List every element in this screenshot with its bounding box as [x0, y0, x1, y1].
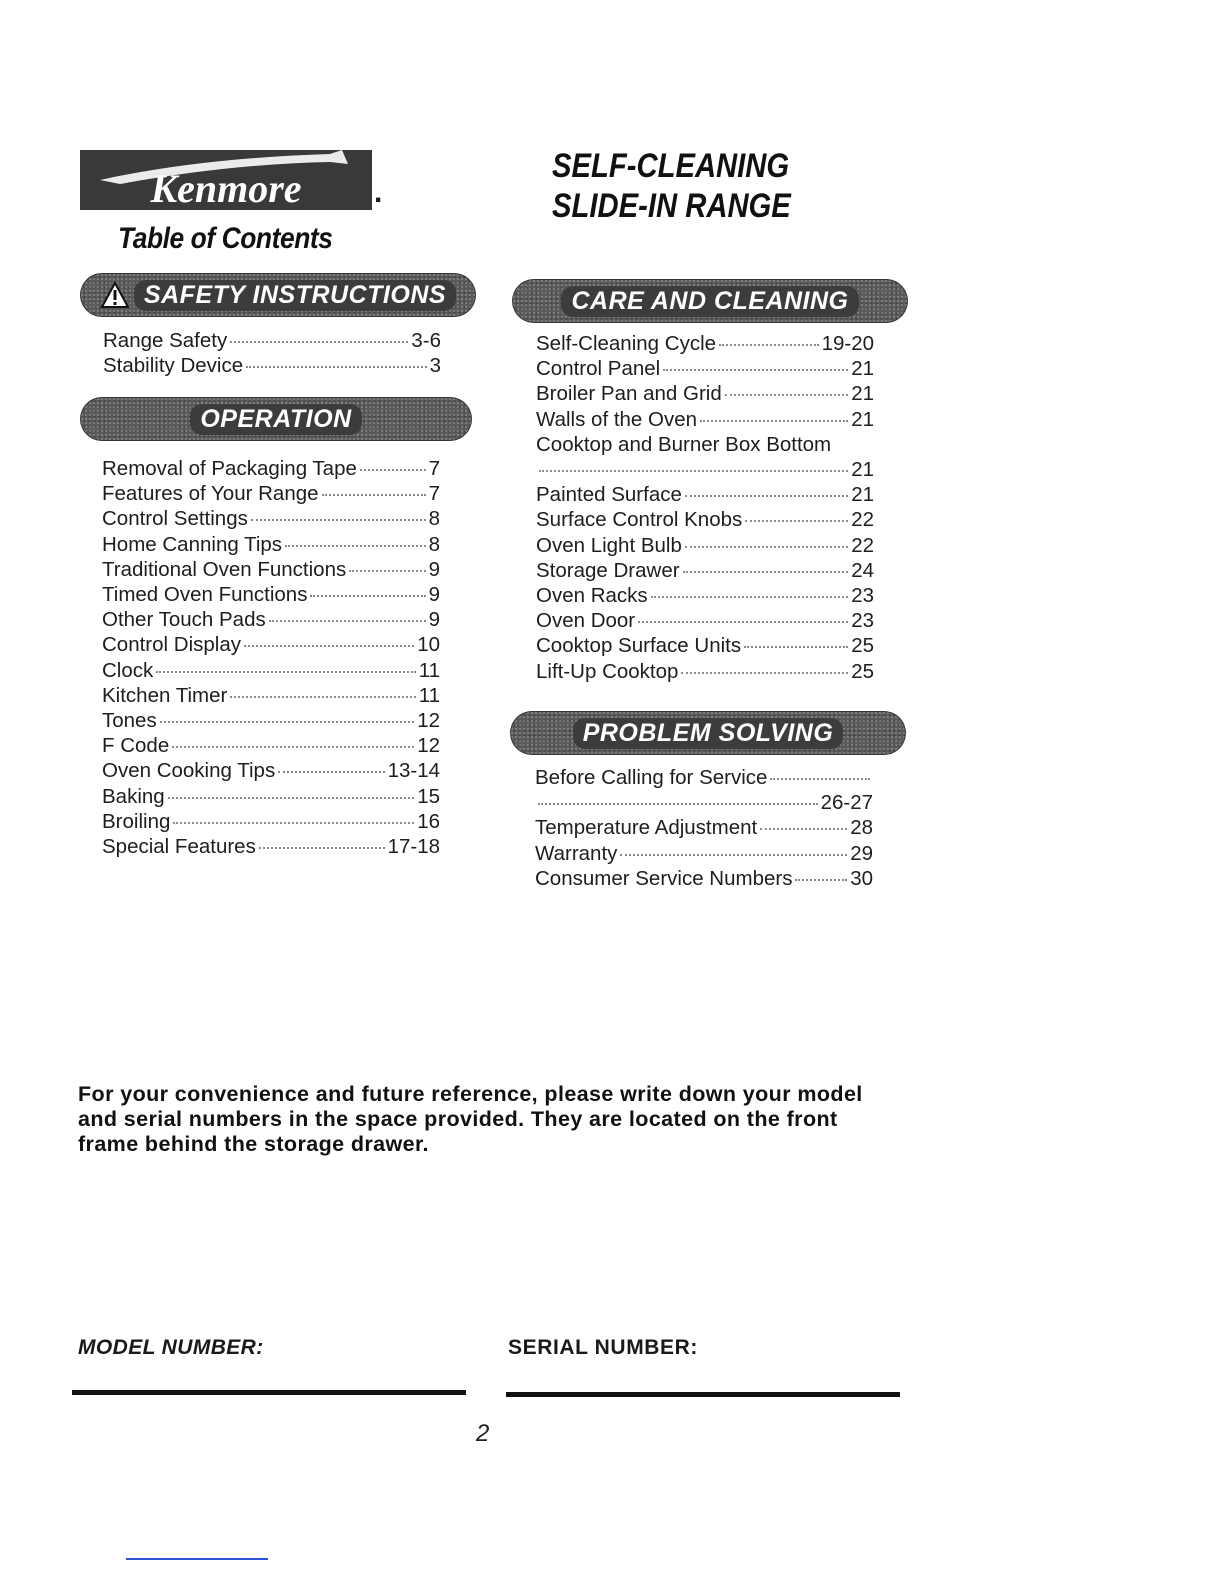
toc-entry-label: Other Touch Pads — [102, 608, 266, 632]
toc-entry-leader — [285, 545, 426, 547]
toc-entry-leader — [360, 469, 426, 471]
toc-entry — [536, 482, 874, 507]
toc-entry-page: 22 — [851, 508, 874, 532]
serial-number-label: SERIAL NUMBER: — [508, 1336, 699, 1359]
toc-entry — [103, 328, 441, 353]
toc-entry — [536, 432, 874, 457]
toc-entry-label: Warranty — [535, 841, 618, 865]
toc-entry-leader — [538, 803, 818, 805]
toc-entry-leader — [685, 495, 848, 497]
page-number: 2 — [476, 1420, 490, 1447]
toc-entry-page: 23 — [851, 584, 874, 608]
toc-entry-label: Clock — [102, 658, 154, 682]
warning-triangle-icon — [100, 281, 130, 309]
toc-entry-page: 9 — [428, 583, 440, 607]
toc-entry-page: 21 — [851, 407, 874, 431]
toc-entry-label: Control Panel — [536, 357, 661, 381]
toc-entry-page: 28 — [850, 816, 873, 840]
section-banner-care — [512, 279, 908, 323]
toc-entry-label: Removal of Packaging Tape — [102, 457, 357, 480]
toc-title: Table of Contents — [118, 222, 333, 255]
toc-entry-leader — [160, 721, 414, 723]
toc-entry-leader — [745, 520, 848, 522]
toc-entry — [102, 456, 440, 481]
toc-entry-leader — [278, 771, 384, 773]
toc-entry — [102, 733, 440, 758]
toc-entry-page: 8 — [428, 507, 440, 531]
toc-entry-leader — [685, 546, 848, 548]
bottom-rule — [126, 1558, 268, 1560]
toc-entry — [536, 381, 874, 406]
toc-entry-leader — [259, 847, 385, 849]
toc-entry — [535, 790, 873, 815]
toc-entry-page: 8 — [428, 532, 440, 556]
toc-entry-label: Baking — [102, 784, 165, 808]
toc-entry-leader — [246, 366, 426, 368]
toc-entry — [102, 506, 440, 531]
toc-entry-leader — [681, 672, 848, 674]
toc-entry-page: 21 — [851, 483, 874, 507]
toc-entry-leader — [349, 570, 425, 572]
toc-entry-leader — [725, 394, 848, 396]
toc-entry-label: Storage Drawer — [536, 558, 680, 582]
toc-entry-page: 7 — [428, 457, 440, 480]
toc-entry-page: 16 — [417, 809, 440, 833]
toc-entry-label: Control Settings — [102, 507, 248, 531]
toc-entry-leader — [173, 822, 414, 824]
section-banner-safety — [80, 273, 476, 317]
toc-entry-page: 9 — [428, 608, 440, 632]
toc-entry-label: Range Safety — [103, 329, 228, 352]
toc-entry-leader — [539, 470, 848, 472]
toc-entry-label: Tones — [102, 709, 157, 733]
toc-entry — [102, 683, 440, 708]
toc-entry-page: 25 — [851, 659, 874, 683]
toc-entry-label: Cooktop and Burner Box Bottom — [536, 432, 832, 456]
toc-entry-page: 23 — [851, 609, 874, 633]
logo-period: . — [374, 176, 383, 209]
toc-entry-leader — [744, 646, 848, 648]
toc-entry — [535, 866, 873, 891]
toc-entry-leader — [269, 620, 426, 622]
section-title-care: CARE AND CLEANING — [561, 286, 858, 317]
document-title-line2: SLIDE-IN RANGE — [552, 187, 791, 225]
toc-entry-leader — [620, 854, 847, 856]
toc-entry — [102, 708, 440, 733]
toc-list-operation — [102, 456, 440, 859]
toc-list-problem — [535, 765, 873, 891]
toc-entry-page: 21 — [851, 382, 874, 406]
toc-entry-label: F Code — [102, 734, 170, 758]
toc-entry-label: Control Display — [102, 633, 241, 657]
toc-entry — [536, 533, 874, 558]
toc-entry — [102, 632, 440, 657]
toc-entry-leader — [322, 494, 426, 496]
section-banner-operation — [80, 397, 472, 441]
toc-entry — [102, 557, 440, 582]
toc-entry — [536, 608, 874, 633]
toc-entry — [536, 356, 874, 381]
toc-entry-page: 25 — [851, 634, 874, 658]
toc-entry-page: 30 — [850, 866, 873, 890]
toc-entry-leader — [251, 519, 426, 521]
toc-entry-leader — [663, 369, 848, 371]
kenmore-logo — [80, 150, 372, 210]
toc-entry-leader — [719, 344, 819, 346]
toc-entry-page: 11 — [418, 683, 440, 707]
toc-entry — [103, 353, 441, 378]
toc-entry-label: Special Features — [102, 835, 256, 859]
toc-entry-page: 22 — [851, 533, 874, 557]
section-title-problem: PROBLEM SOLVING — [573, 718, 844, 749]
toc-entry-page: 9 — [428, 557, 440, 581]
toc-entry-leader — [700, 420, 848, 422]
toc-list-safety — [103, 328, 441, 378]
section-banner-problem — [510, 711, 906, 755]
toc-entry-page: 29 — [850, 841, 873, 865]
toc-entry — [102, 582, 440, 607]
toc-entry-label: Surface Control Knobs — [536, 508, 743, 532]
toc-list-care — [536, 331, 874, 684]
toc-entry-page: 7 — [428, 482, 440, 506]
document-title-line1: SELF-CLEANING — [552, 147, 790, 185]
toc-entry-leader — [683, 571, 849, 573]
toc-entry — [102, 607, 440, 632]
toc-entry-page: 12 — [417, 734, 440, 758]
toc-entry-leader — [760, 828, 847, 830]
toc-entry-label: Broiler Pan and Grid — [536, 382, 722, 406]
toc-entry-label: Oven Door — [536, 609, 636, 633]
toc-entry-page: 21 — [851, 458, 874, 482]
toc-entry-leader — [638, 621, 848, 623]
toc-entry — [536, 633, 874, 658]
toc-entry-label: Cooktop Surface Units — [536, 634, 742, 658]
toc-entry-label: Oven Racks — [536, 584, 648, 608]
model-number-line — [72, 1390, 466, 1395]
toc-entry-page: 3 — [429, 354, 441, 378]
toc-entry-leader — [795, 879, 847, 881]
toc-entry-label: Oven Light Bulb — [536, 533, 682, 557]
toc-entry-page: 24 — [851, 558, 874, 582]
toc-entry — [536, 583, 874, 608]
toc-entry-leader — [230, 341, 408, 343]
toc-entry-leader — [310, 595, 425, 597]
section-title-safety: SAFETY INSTRUCTIONS — [134, 280, 456, 311]
toc-entry-page: 26-27 — [820, 791, 873, 815]
notice-text: For your convenience and future reference, please write down your model and serial numbers in the space provided. They are located on the front frame behind the storage drawer. — [78, 1082, 863, 1156]
toc-entry-label: Kitchen Timer — [102, 683, 228, 707]
toc-entry-label: Features of Your Range — [102, 482, 319, 506]
toc-entry — [536, 507, 874, 532]
toc-entry-leader — [172, 746, 414, 748]
serial-number-line — [506, 1392, 900, 1397]
toc-entry — [102, 658, 440, 683]
document-title — [552, 146, 791, 226]
section-title-operation: OPERATION — [190, 404, 361, 435]
toc-entry — [102, 784, 440, 809]
toc-entry — [536, 457, 874, 482]
toc-entry-label: Traditional Oven Functions — [102, 557, 347, 581]
toc-entry — [536, 407, 874, 432]
model-number-label: MODEL NUMBER: — [78, 1336, 264, 1359]
toc-entry-page: 19-20 — [821, 332, 874, 355]
toc-entry-leader — [156, 671, 415, 673]
toc-entry-leader — [230, 696, 415, 698]
toc-entry-leader — [770, 778, 870, 780]
toc-entry-page: 10 — [417, 633, 440, 657]
toc-entry — [102, 481, 440, 506]
toc-entry-leader — [244, 645, 414, 647]
toc-entry-page: 3-6 — [411, 329, 441, 352]
toc-entry — [535, 841, 873, 866]
toc-entry-page: 12 — [417, 709, 440, 733]
toc-entry-label: Self-Cleaning Cycle — [536, 332, 717, 355]
toc-entry — [102, 809, 440, 834]
toc-entry-label: Lift-Up Cooktop — [536, 659, 679, 683]
toc-entry — [536, 659, 874, 684]
toc-entry — [102, 758, 440, 783]
toc-entry-label: Before Calling for Service — [535, 766, 768, 789]
toc-entry — [535, 765, 873, 790]
toc-entry-page: 13-14 — [387, 759, 440, 783]
toc-entry — [102, 834, 440, 859]
toc-entry — [102, 532, 440, 557]
toc-entry-page: 15 — [417, 784, 440, 808]
toc-entry-label: Home Canning Tips — [102, 532, 283, 556]
toc-entry — [536, 558, 874, 583]
toc-entry-page: 11 — [418, 658, 440, 682]
toc-entry-page: 21 — [851, 357, 874, 381]
toc-entry — [536, 331, 874, 356]
toc-entry-label: Consumer Service Numbers — [535, 866, 793, 890]
toc-entry-label: Oven Cooking Tips — [102, 759, 276, 783]
toc-entry-label: Broiling — [102, 809, 171, 833]
toc-entry-page: 17-18 — [387, 835, 440, 859]
toc-entry-label: Painted Surface — [536, 483, 682, 507]
toc-entry-leader — [651, 596, 849, 598]
toc-entry — [535, 815, 873, 840]
toc-entry-label: Temperature Adjustment — [535, 816, 758, 840]
toc-entry-leader — [168, 797, 415, 799]
toc-entry-label: Timed Oven Functions — [102, 583, 308, 607]
svg-text:Kenmore: Kenmore — [150, 166, 302, 210]
toc-entry-label: Stability Device — [103, 354, 244, 378]
toc-entry-label: Walls of the Oven — [536, 407, 698, 431]
